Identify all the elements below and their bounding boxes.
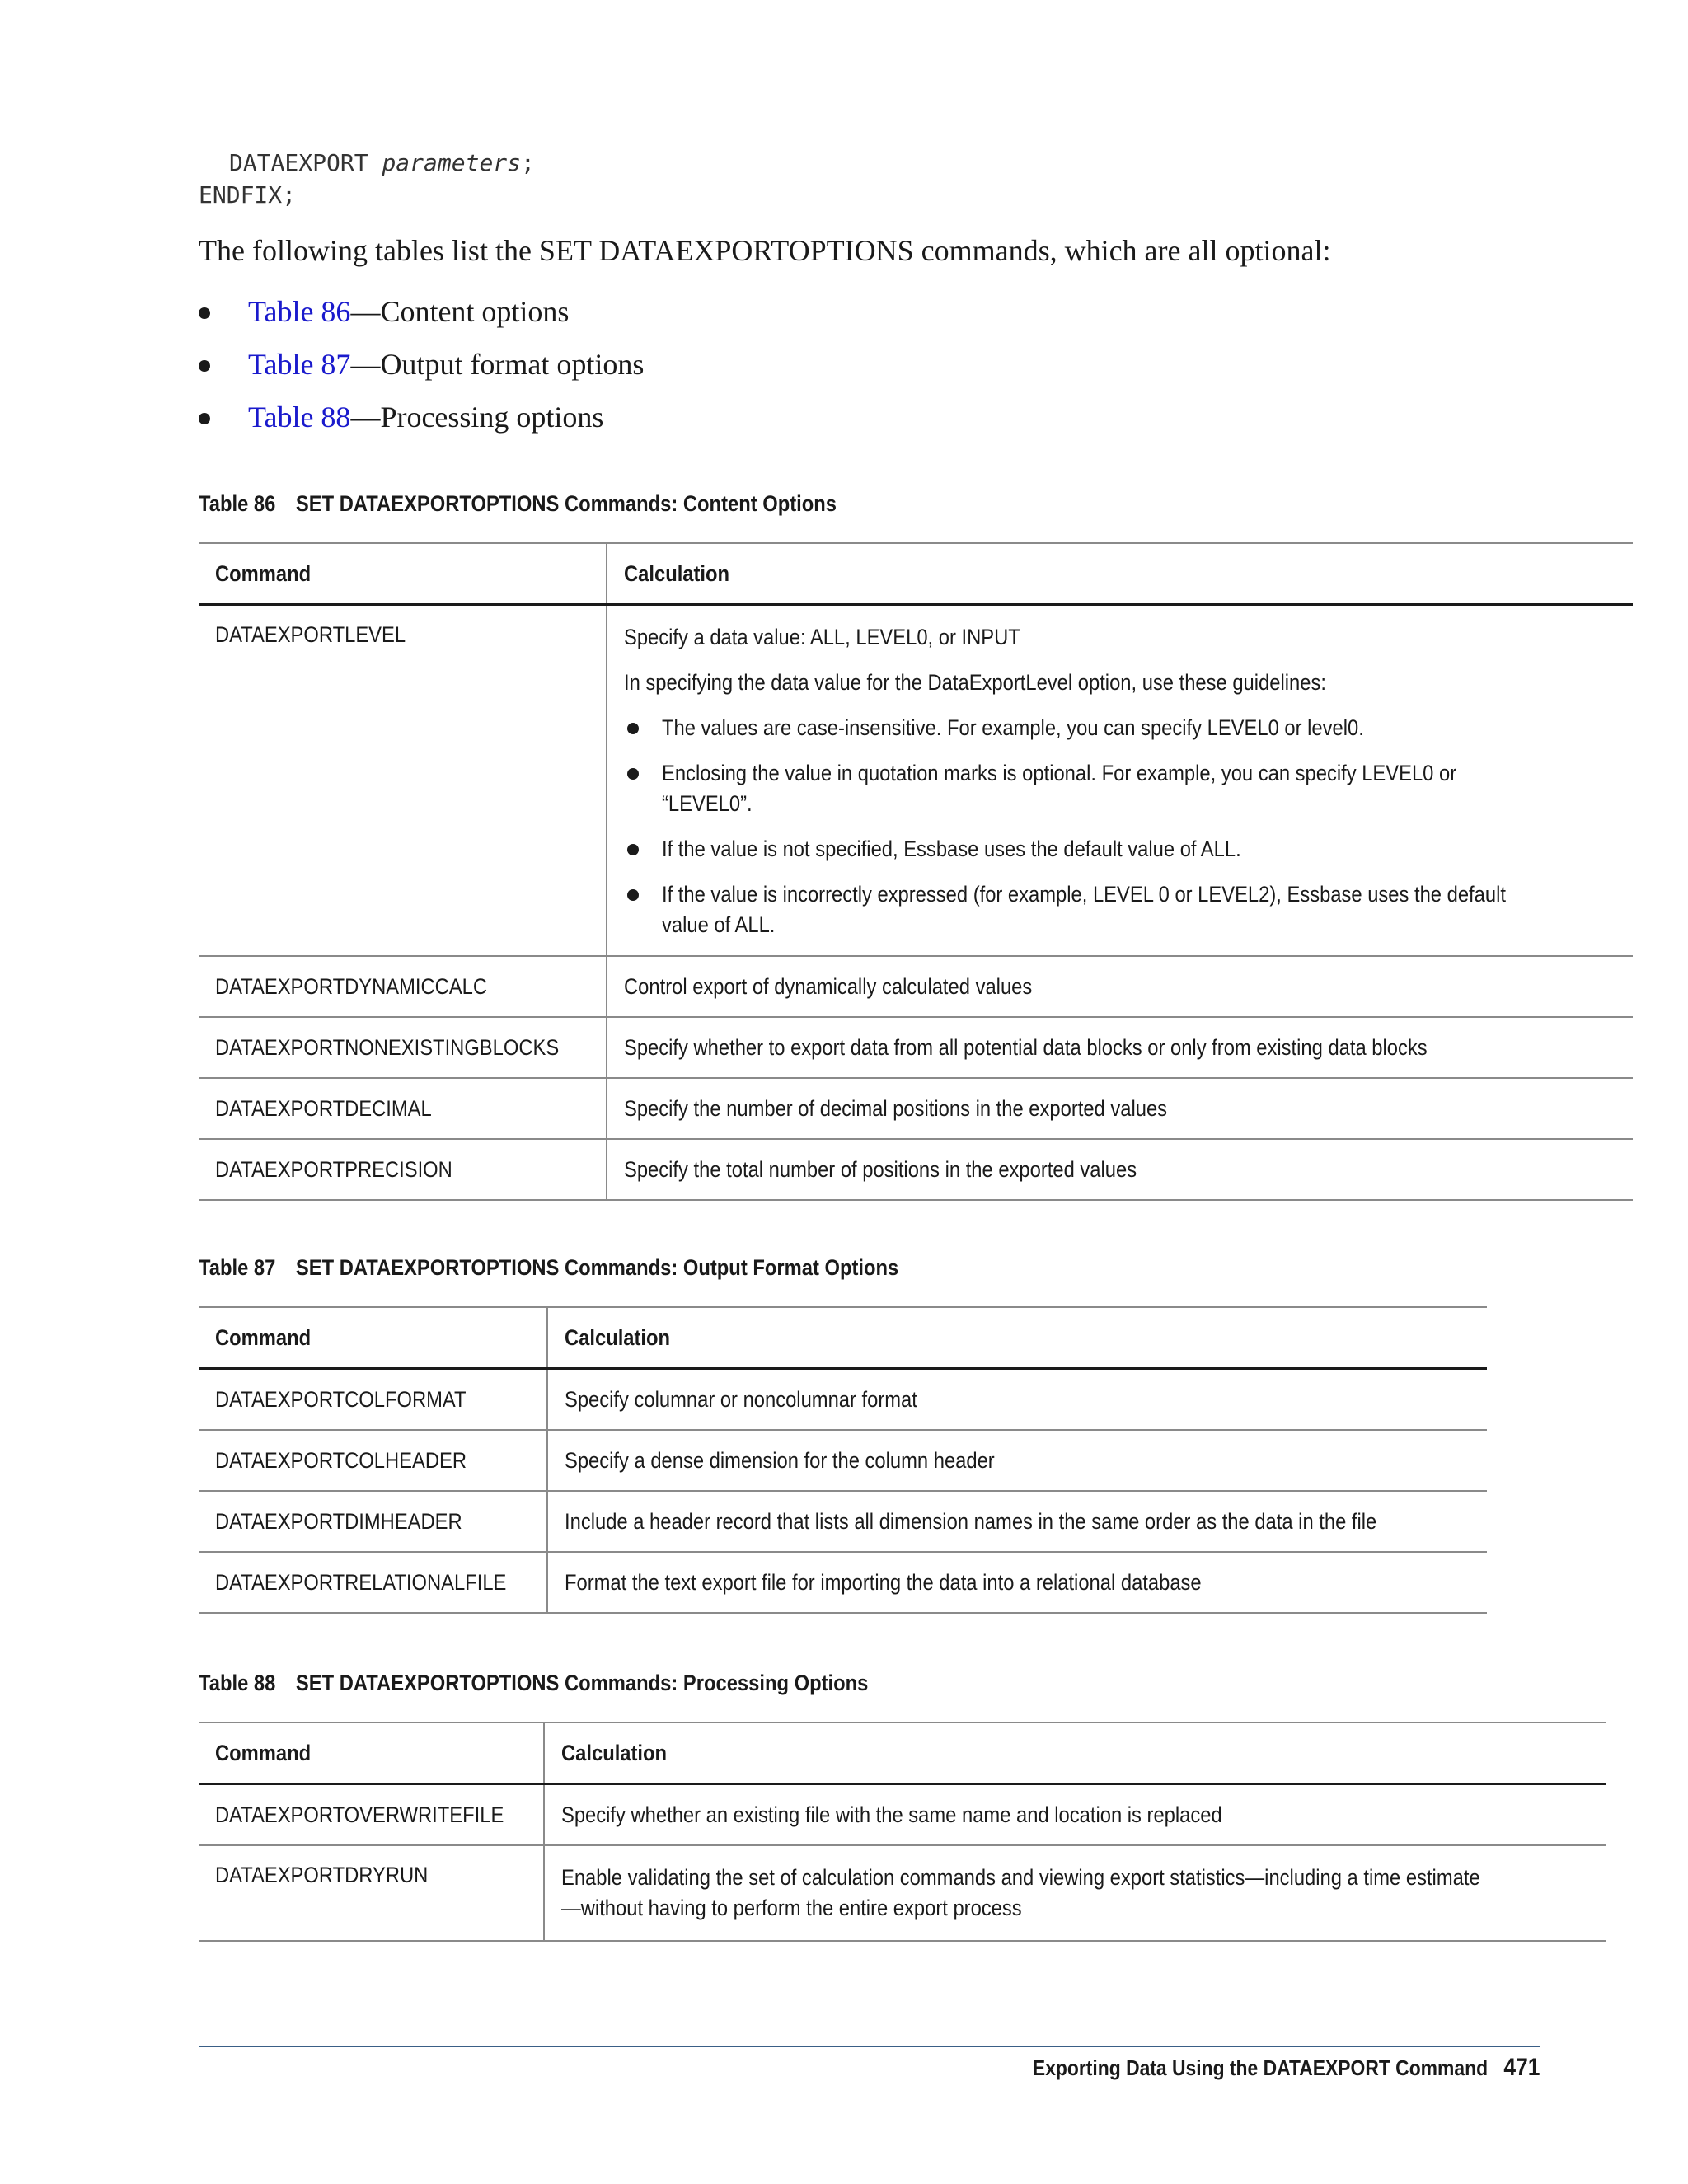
list-item: Enclosing the value in quotation marks is optional. For example, you can specify LEVEL0 or “LEVEL0”.	[624, 758, 1621, 819]
footer-title: Exporting Data Using the DATAEXPORT Command	[1032, 2055, 1488, 2080]
code-line-endfix: ENDFIX;	[199, 181, 297, 209]
list-item	[199, 338, 644, 391]
guideline-list	[624, 713, 1621, 940]
calculation-cell: Specify whether an existing file with the same name and location is replaced	[544, 1784, 1606, 1846]
link-table-88[interactable]: Table 88	[248, 401, 351, 434]
code-snippet	[199, 147, 535, 211]
list-item	[199, 391, 644, 443]
table-row	[199, 605, 1633, 957]
bullet-icon	[627, 889, 639, 901]
list-item	[199, 285, 644, 338]
list-item-text: —Processing options	[350, 401, 604, 434]
code-parameters: parameters	[382, 149, 522, 176]
calculation-cell: Specify whether to export data from all potential data blocks or only from existing data blocks	[607, 1017, 1633, 1078]
bullet-icon	[627, 768, 639, 780]
table-row	[199, 1430, 1487, 1491]
code-line-dataexport: DATAEXPORT parameters;	[229, 149, 535, 176]
link-table-87[interactable]: Table 87	[248, 348, 351, 381]
footer-divider	[199, 2046, 1540, 2047]
calculation-cell: Format the text export file for importing the data into a relational database	[547, 1552, 1488, 1613]
calculation-cell: Specify columnar or noncolumnar format	[547, 1369, 1488, 1431]
table-row	[199, 1139, 1633, 1200]
calculation-cell: Include a header record that lists all dimension names in the same order as the data in the file	[547, 1491, 1488, 1552]
table-row	[199, 1784, 1606, 1846]
list-item: The values are case-insensitive. For example, you can specify LEVEL0 or level0.	[624, 713, 1621, 743]
link-table-86[interactable]: Table 86	[248, 295, 351, 328]
command-cell: DATAEXPORTNONEXISTINGBLOCKS	[199, 1017, 607, 1078]
table-title: SET DATAEXPORTOPTIONS Commands: Processing Options	[295, 1671, 869, 1695]
calculation-cell: Specify the total number of positions in the exported values	[607, 1139, 1633, 1200]
table-87-caption	[199, 1255, 898, 1281]
table-row	[199, 1491, 1487, 1552]
table-88	[199, 1722, 1606, 1942]
table-row	[199, 1017, 1633, 1078]
command-cell: DATAEXPORTCOLFORMAT	[199, 1369, 547, 1431]
command-cell: DATAEXPORTCOLHEADER	[199, 1430, 547, 1491]
column-header-calculation: Calculation	[544, 1722, 1606, 1784]
bullet-icon	[199, 360, 210, 372]
table-row	[199, 956, 1633, 1017]
page-footer	[1032, 2054, 1540, 2082]
command-cell: DATAEXPORTLEVEL	[199, 605, 607, 957]
calculation-cell: Specify a data value: ALL, LEVEL0, or INPUT In specifying the data value for the DataExportLevel option, use these guidelines: The values are case-insensitive. For example, you can specify LEVEL0 or level0. Enclosing the value in quotation marks is optional. For example, you can specify LEVEL0 or “LEVEL0”. If the value is not specified, Essbase uses the default value of ALL. If the value is incorrectly expressed (for example, LEVEL 0 or LEVEL2), Essbase uses the default value of ALL.	[607, 605, 1633, 957]
table-row	[199, 1369, 1487, 1431]
table-row	[199, 1845, 1606, 1941]
column-header-command: Command	[199, 1307, 547, 1369]
table-87	[199, 1306, 1487, 1614]
table-number: Table 86	[199, 491, 276, 516]
list-item-text: —Content options	[350, 295, 570, 328]
command-cell: DATAEXPORTDECIMAL	[199, 1078, 607, 1139]
bullet-icon	[199, 413, 210, 424]
command-cell: DATAEXPORTDIMHEADER	[199, 1491, 547, 1552]
column-header-command: Command	[199, 1722, 544, 1784]
table-title: SET DATAEXPORTOPTIONS Commands: Content Options	[295, 491, 837, 516]
list-item: If the value is incorrectly expressed (for example, LEVEL 0 or LEVEL2), Essbase uses the default value of ALL.	[624, 879, 1621, 940]
bullet-icon	[199, 307, 210, 319]
table-86	[199, 542, 1633, 1201]
column-header-command: Command	[199, 543, 607, 605]
calculation-cell: Control export of dynamically calculated values	[607, 956, 1633, 1017]
calculation-cell: Specify the number of decimal positions in the exported values	[607, 1078, 1633, 1139]
command-cell: DATAEXPORTPRECISION	[199, 1139, 607, 1200]
command-cell: DATAEXPORTDYNAMICCALC	[199, 956, 607, 1017]
list-item: If the value is not specified, Essbase uses the default value of ALL.	[624, 834, 1621, 865]
table-title: SET DATAEXPORTOPTIONS Commands: Output Format Options	[295, 1255, 899, 1280]
page-number: 471	[1503, 2054, 1540, 2081]
table-number: Table 88	[199, 1671, 276, 1695]
table-86-caption	[199, 491, 837, 517]
list-item-text: —Output format options	[350, 348, 645, 381]
column-header-calculation: Calculation	[607, 543, 1633, 605]
table-link-list	[199, 285, 644, 443]
table-row	[199, 1552, 1487, 1613]
calculation-cell: Enable validating the set of calculation commands and viewing export statistics—including a time estimate —without having to perform the entire export process	[544, 1845, 1606, 1941]
command-cell: DATAEXPORTRELATIONALFILE	[199, 1552, 547, 1613]
command-cell: DATAEXPORTOVERWRITEFILE	[199, 1784, 544, 1846]
table-number: Table 87	[199, 1255, 276, 1280]
table-row	[199, 1078, 1633, 1139]
bullet-icon	[627, 723, 639, 734]
intro-paragraph: The following tables list the SET DATAEXPORTOPTIONS commands, which are all optional:	[199, 234, 1331, 267]
column-header-calculation: Calculation	[547, 1307, 1488, 1369]
calculation-cell: Specify a dense dimension for the column header	[547, 1430, 1488, 1491]
table-88-caption	[199, 1671, 868, 1696]
command-cell: DATAEXPORTDRYRUN	[199, 1845, 544, 1941]
bullet-icon	[627, 844, 639, 855]
